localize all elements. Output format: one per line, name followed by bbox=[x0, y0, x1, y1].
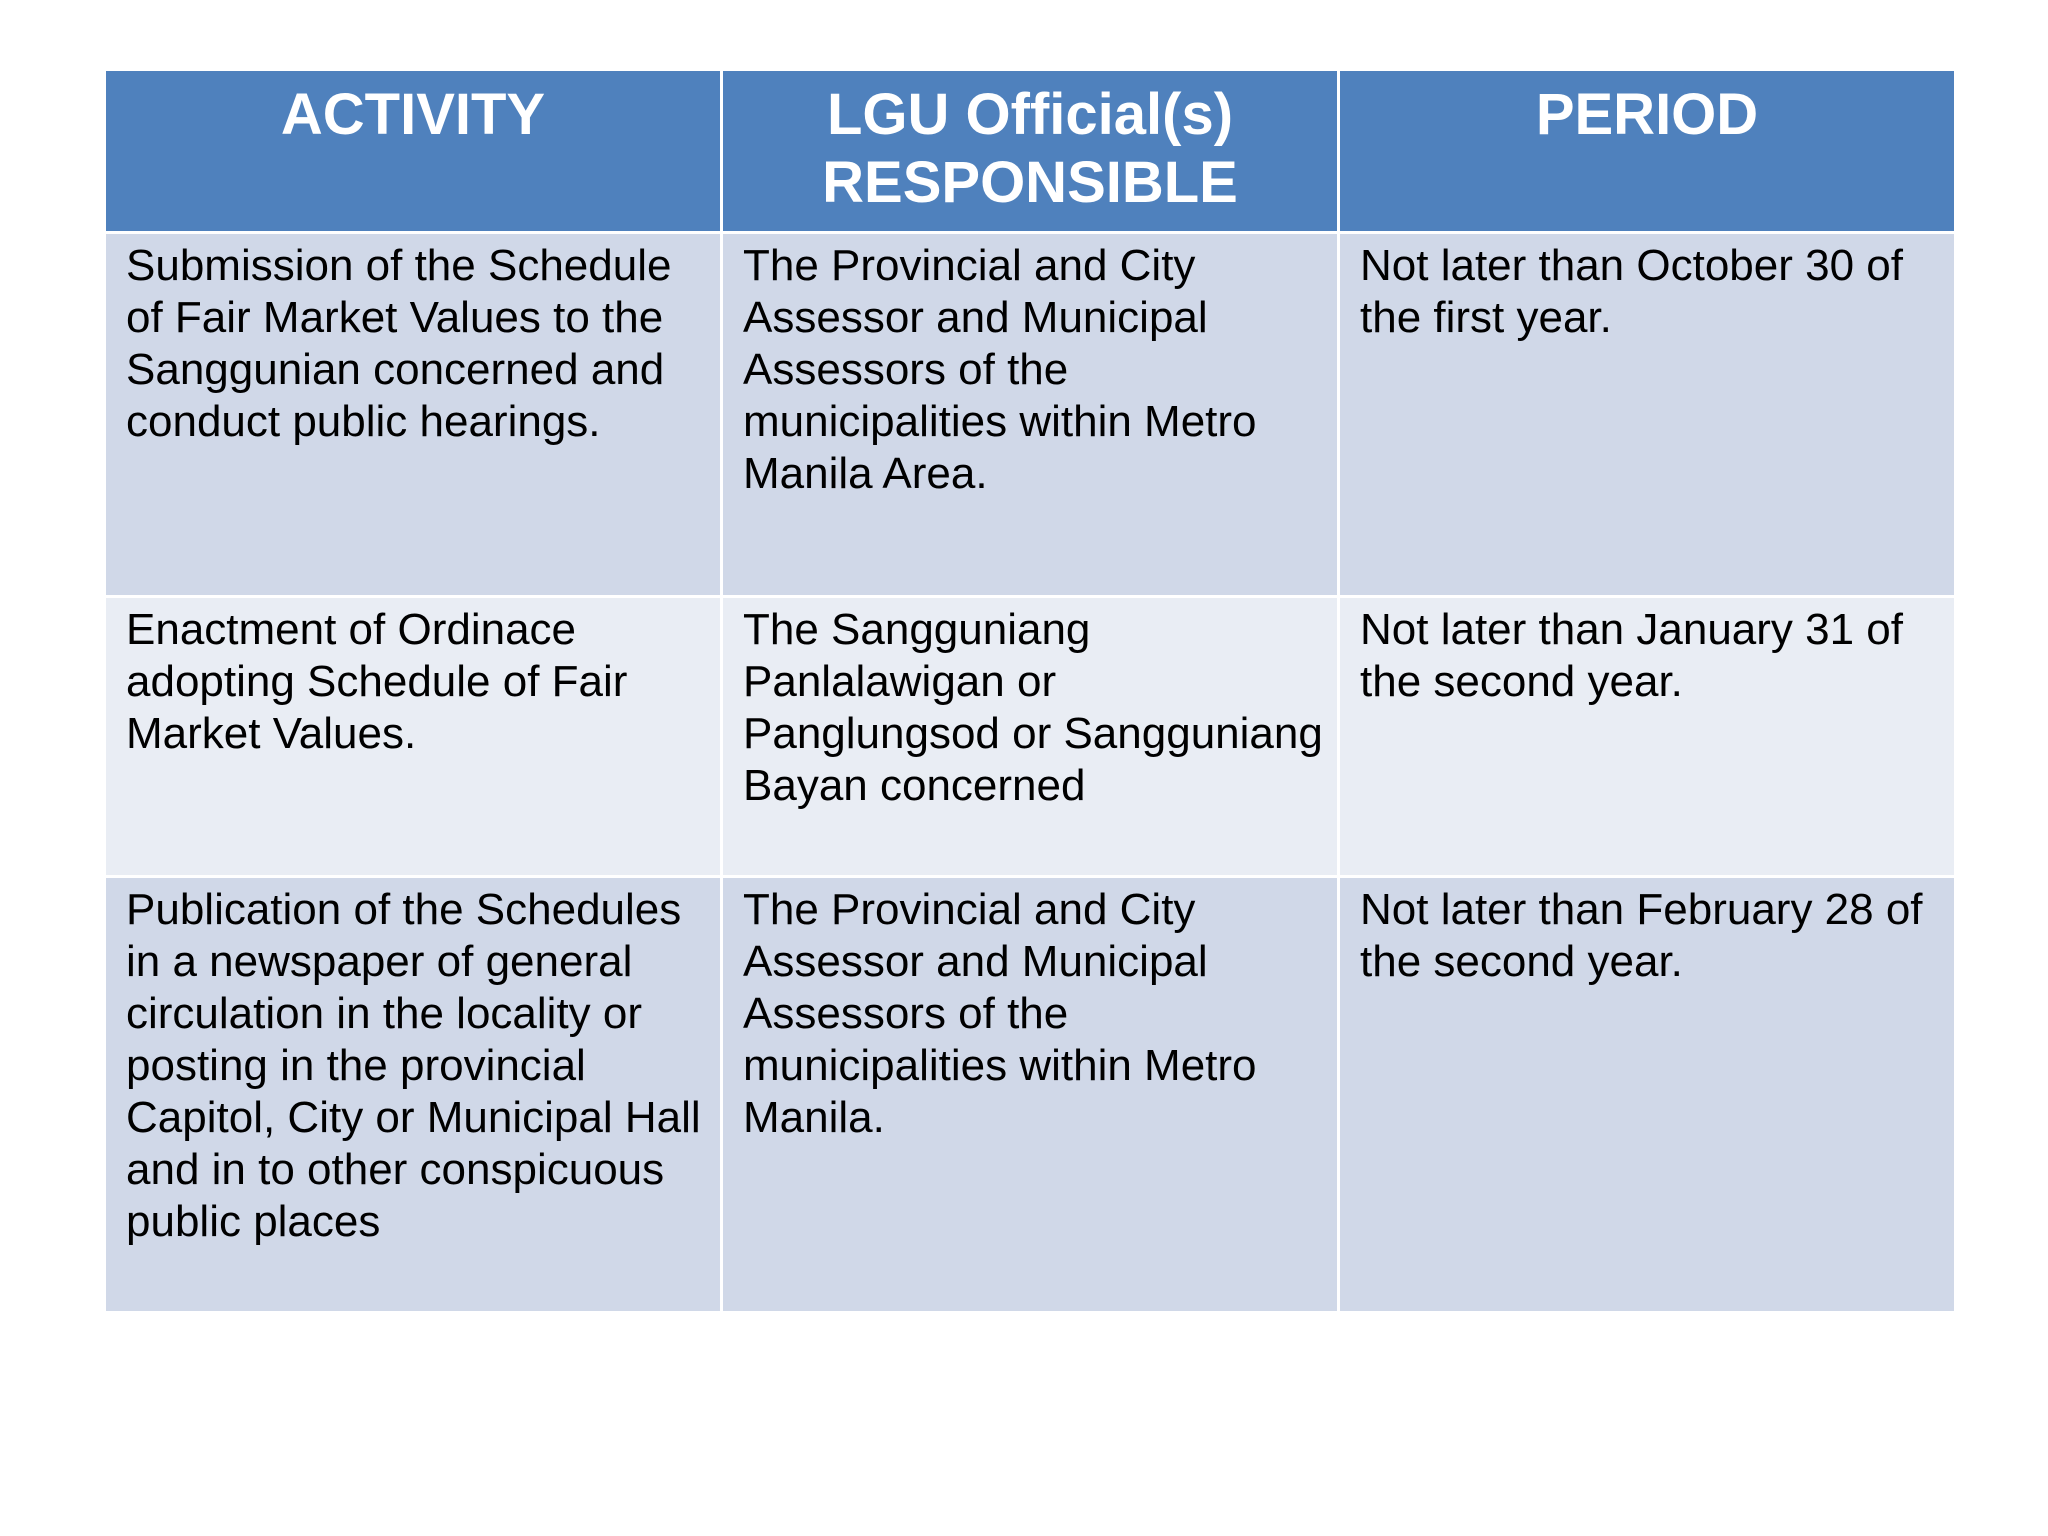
cell-activity: Submission of the Schedule of Fair Market Values to the Sanggunian concerned and conduct public hearings. bbox=[105, 233, 722, 597]
table-row bbox=[105, 233, 1956, 597]
header-activity: ACTIVITY bbox=[105, 70, 722, 233]
cell-responsible: The Provincial and City Assessor and Municipal Assessors of the municipalities within Metro Manila. bbox=[722, 877, 1339, 1313]
table-row bbox=[105, 597, 1956, 877]
cell-period: Not later than January 31 of the second year. bbox=[1339, 597, 1956, 877]
cell-period: Not later than February 28 of the second year. bbox=[1339, 877, 1956, 1313]
header-responsible: LGU Official(s) RESPONSIBLE bbox=[722, 70, 1339, 233]
table-header-row bbox=[105, 70, 1956, 233]
schedule-table bbox=[103, 68, 1957, 1314]
table-row bbox=[105, 877, 1956, 1313]
cell-activity: Enactment of Ordinace adopting Schedule of Fair Market Values. bbox=[105, 597, 722, 877]
cell-period: Not later than October 30 of the first year. bbox=[1339, 233, 1956, 597]
header-period: PERIOD bbox=[1339, 70, 1956, 233]
cell-activity: Publication of the Schedules in a newspaper of general circulation in the locality or posting in the provincial Capitol, City or Municipal Hall and in to other conspicuous public places bbox=[105, 877, 722, 1313]
cell-responsible: The Sangguniang Panlalawigan or Panglungsod or Sangguniang Bayan concerned bbox=[722, 597, 1339, 877]
cell-responsible: The Provincial and City Assessor and Municipal Assessors of the municipalities within Metro Manila Area. bbox=[722, 233, 1339, 597]
